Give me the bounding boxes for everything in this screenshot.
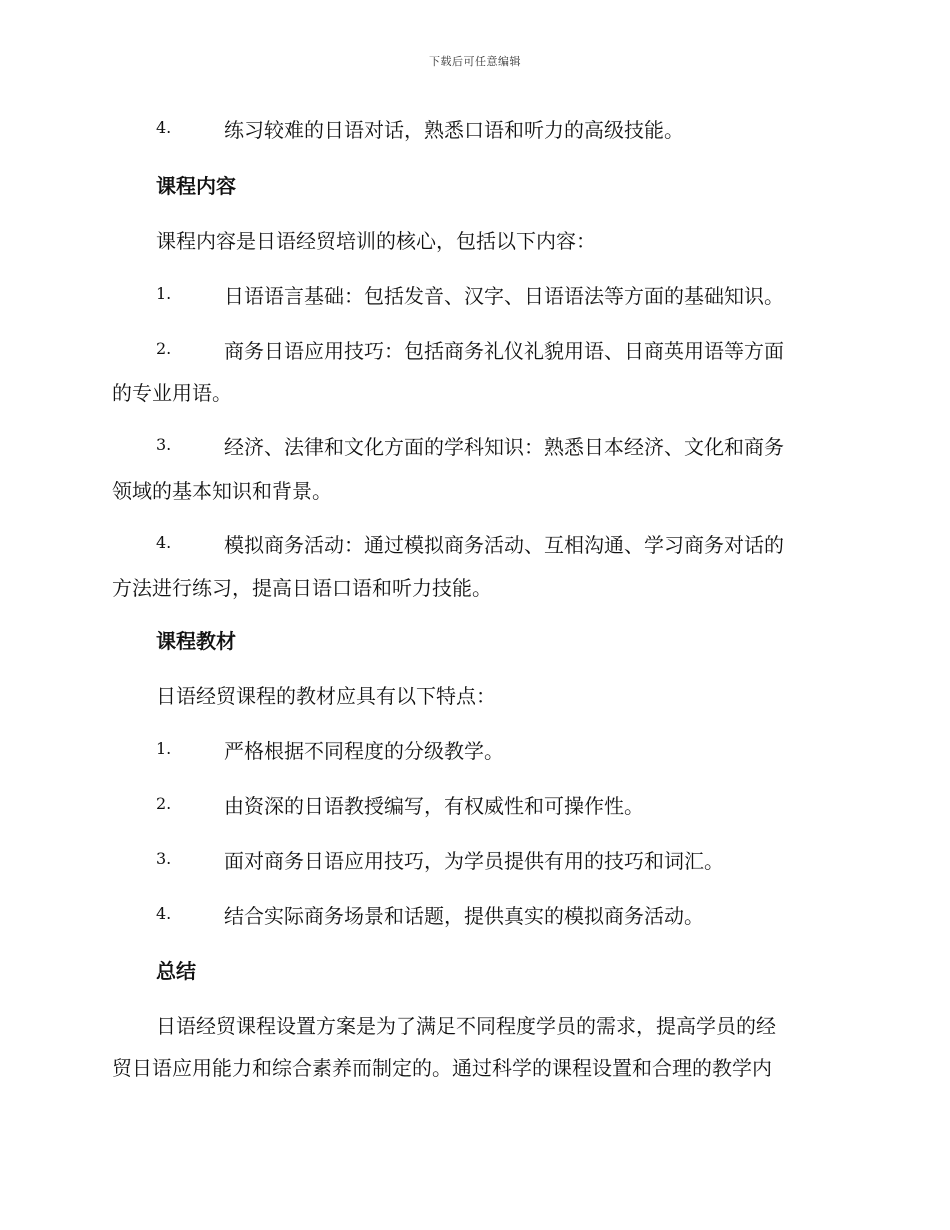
list-number: 3. xyxy=(156,849,172,868)
list-item-text: 由资深的日语教授编写，有权威性和可操作性。 xyxy=(224,794,644,818)
list-item-continuation: 的专业用语。 xyxy=(112,381,232,405)
list-number: 4. xyxy=(156,118,172,137)
list-item-text: 面对商务日语应用技巧，为学员提供有用的技巧和词汇。 xyxy=(224,849,724,873)
list-item-text: 严格根据不同程度的分级教学。 xyxy=(224,739,504,763)
list-item-continuation: 方法进行练习，提高日语口语和听力技能。 xyxy=(112,576,492,600)
list-number: 2. xyxy=(156,339,172,358)
list-number: 4. xyxy=(156,533,172,552)
paragraph-intro-materials: 日语经贸课程的教材应具有以下特点： xyxy=(156,684,496,708)
page-header: 下载后可任意编辑 xyxy=(429,55,521,68)
list-number: 4. xyxy=(156,904,172,923)
section-heading-materials: 课程教材 xyxy=(156,629,236,653)
paragraph-intro-content: 课程内容是日语经贸培训的核心，包括以下内容： xyxy=(156,229,596,253)
section-heading-summary: 总结 xyxy=(156,959,196,983)
list-number: 1. xyxy=(156,739,172,758)
list-number: 3. xyxy=(156,435,172,454)
paragraph-summary-line: 贸日语应用能力和综合素养而制定的。通过科学的课程设置和合理的教学内 xyxy=(112,1056,772,1080)
paragraph-summary-line: 日语经贸课程设置方案是为了满足不同程度学员的需求，提高学员的经 xyxy=(156,1014,776,1038)
list-item-text: 模拟商务活动：通过模拟商务活动、互相沟通、学习商务对话的 xyxy=(224,533,784,557)
section-heading-content: 课程内容 xyxy=(156,174,236,198)
list-item-text: 结合实际商务场景和话题，提供真实的模拟商务活动。 xyxy=(224,904,704,928)
list-item-text: 练习较难的日语对话，熟悉口语和听力的高级技能。 xyxy=(224,118,684,142)
list-item-text: 日语语言基础：包括发音、汉字、日语语法等方面的基础知识。 xyxy=(224,284,784,308)
list-number: 1. xyxy=(156,284,172,303)
list-item-text: 经济、法律和文化方面的学科知识：熟悉日本经济、文化和商务 xyxy=(224,435,784,459)
list-item-continuation: 领域的基本知识和背景。 xyxy=(112,479,332,503)
list-number: 2. xyxy=(156,794,172,813)
list-item-text: 商务日语应用技巧：包括商务礼仪礼貌用语、日商英用语等方面 xyxy=(224,339,784,363)
